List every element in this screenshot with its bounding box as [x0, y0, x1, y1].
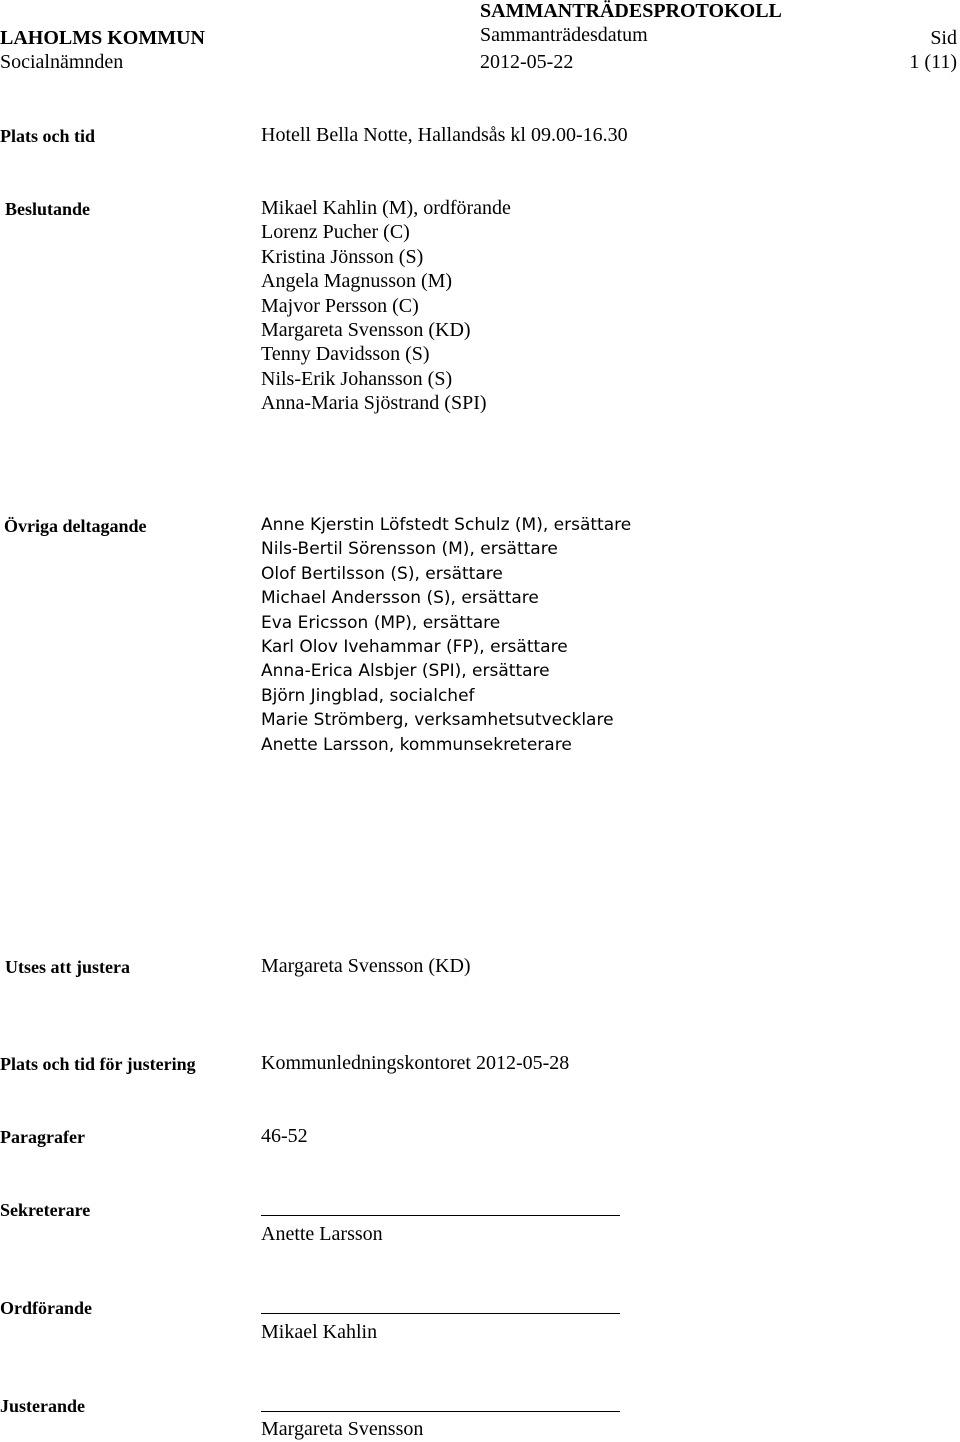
list-item: Björn Jingblad, socialchef — [261, 685, 475, 706]
list-item: Nils-Erik Johansson (S) — [261, 367, 453, 390]
list-item: Anne Kjerstin Löfstedt Schulz (M), ersättare — [261, 515, 632, 535]
deciding-list — [261, 196, 511, 416]
chairman-name: Mikael Kahlin — [261, 1321, 378, 1343]
list-item: Karl Olov Ivehammar (FP), ersättare — [261, 637, 568, 658]
place-label: Plats och tid — [0, 126, 96, 146]
deciding-label: Beslutande — [5, 199, 91, 219]
list-item: Kristina Jönsson (S) — [261, 245, 424, 268]
chairman-signature-line — [261, 1313, 620, 1314]
list-item: Anna-Erica Alsbjer (SPI), ersättare — [261, 661, 550, 682]
page-number: 1 (11) — [909, 51, 957, 73]
list-item: Tenny Davidsson (S) — [261, 343, 430, 366]
list-item: Anna-Maria Sjöstrand (SPI) — [261, 392, 487, 415]
list-item: Marie Strömberg, verksamhetsutvecklare — [261, 710, 614, 731]
chairman-label: Ordförande — [0, 1298, 92, 1318]
place-value: Hotell Bella Notte, Hallandsås kl 09.00-16.30 — [261, 124, 628, 146]
list-item: Mikael Kahlin (M), ordförande — [261, 197, 511, 219]
doc-type: SAMMANTRÄDESPROTOKOLL — [480, 0, 782, 22]
page-label: Sid — [930, 27, 957, 49]
list-item: Nils-Bertil Sörensson (M), ersättare — [261, 539, 558, 560]
meeting-date: 2012-05-22 — [480, 51, 574, 73]
list-item: Olof Bertilsson (S), ersättare — [261, 563, 503, 584]
adjuster-signature-label: Justerande — [0, 1396, 85, 1416]
adjuster-signature-line — [261, 1411, 620, 1412]
department-name: Socialnämnden — [0, 51, 124, 73]
list-item: Angela Magnusson (M) — [261, 270, 453, 293]
list-item: Lorenz Pucher (C) — [261, 221, 410, 244]
secretary-name: Anette Larsson — [261, 1223, 383, 1245]
date-label: Sammanträdesdatum — [480, 24, 648, 46]
org-name: LAHOLMS KOMMUN — [0, 27, 205, 49]
list-item: Majvor Persson (C) — [261, 294, 419, 317]
adjuster-label: Utses att justera — [5, 957, 130, 977]
secretary-label: Sekreterare — [0, 1200, 91, 1220]
adjust-place-label: Plats och tid för justering — [0, 1054, 196, 1074]
secretary-signature-line — [261, 1215, 620, 1216]
others-list — [261, 513, 631, 757]
list-item: Eva Ericsson (MP), ersättare — [261, 612, 501, 633]
adjuster-signature-name: Margareta Svensson — [261, 1418, 424, 1440]
list-item: Anette Larsson, kommunsekreterare — [261, 734, 572, 755]
adjust-place-value: Kommunledningskontoret 2012-05-28 — [261, 1052, 570, 1074]
list-item: Margareta Svensson (KD) — [261, 319, 471, 342]
adjuster-value: Margareta Svensson (KD) — [261, 955, 471, 977]
list-item: Michael Andersson (S), ersättare — [261, 588, 539, 609]
paragraphs-value: 46-52 — [261, 1125, 308, 1147]
paragraphs-label: Paragrafer — [0, 1127, 85, 1147]
others-label: Övriga deltagande — [4, 516, 147, 536]
